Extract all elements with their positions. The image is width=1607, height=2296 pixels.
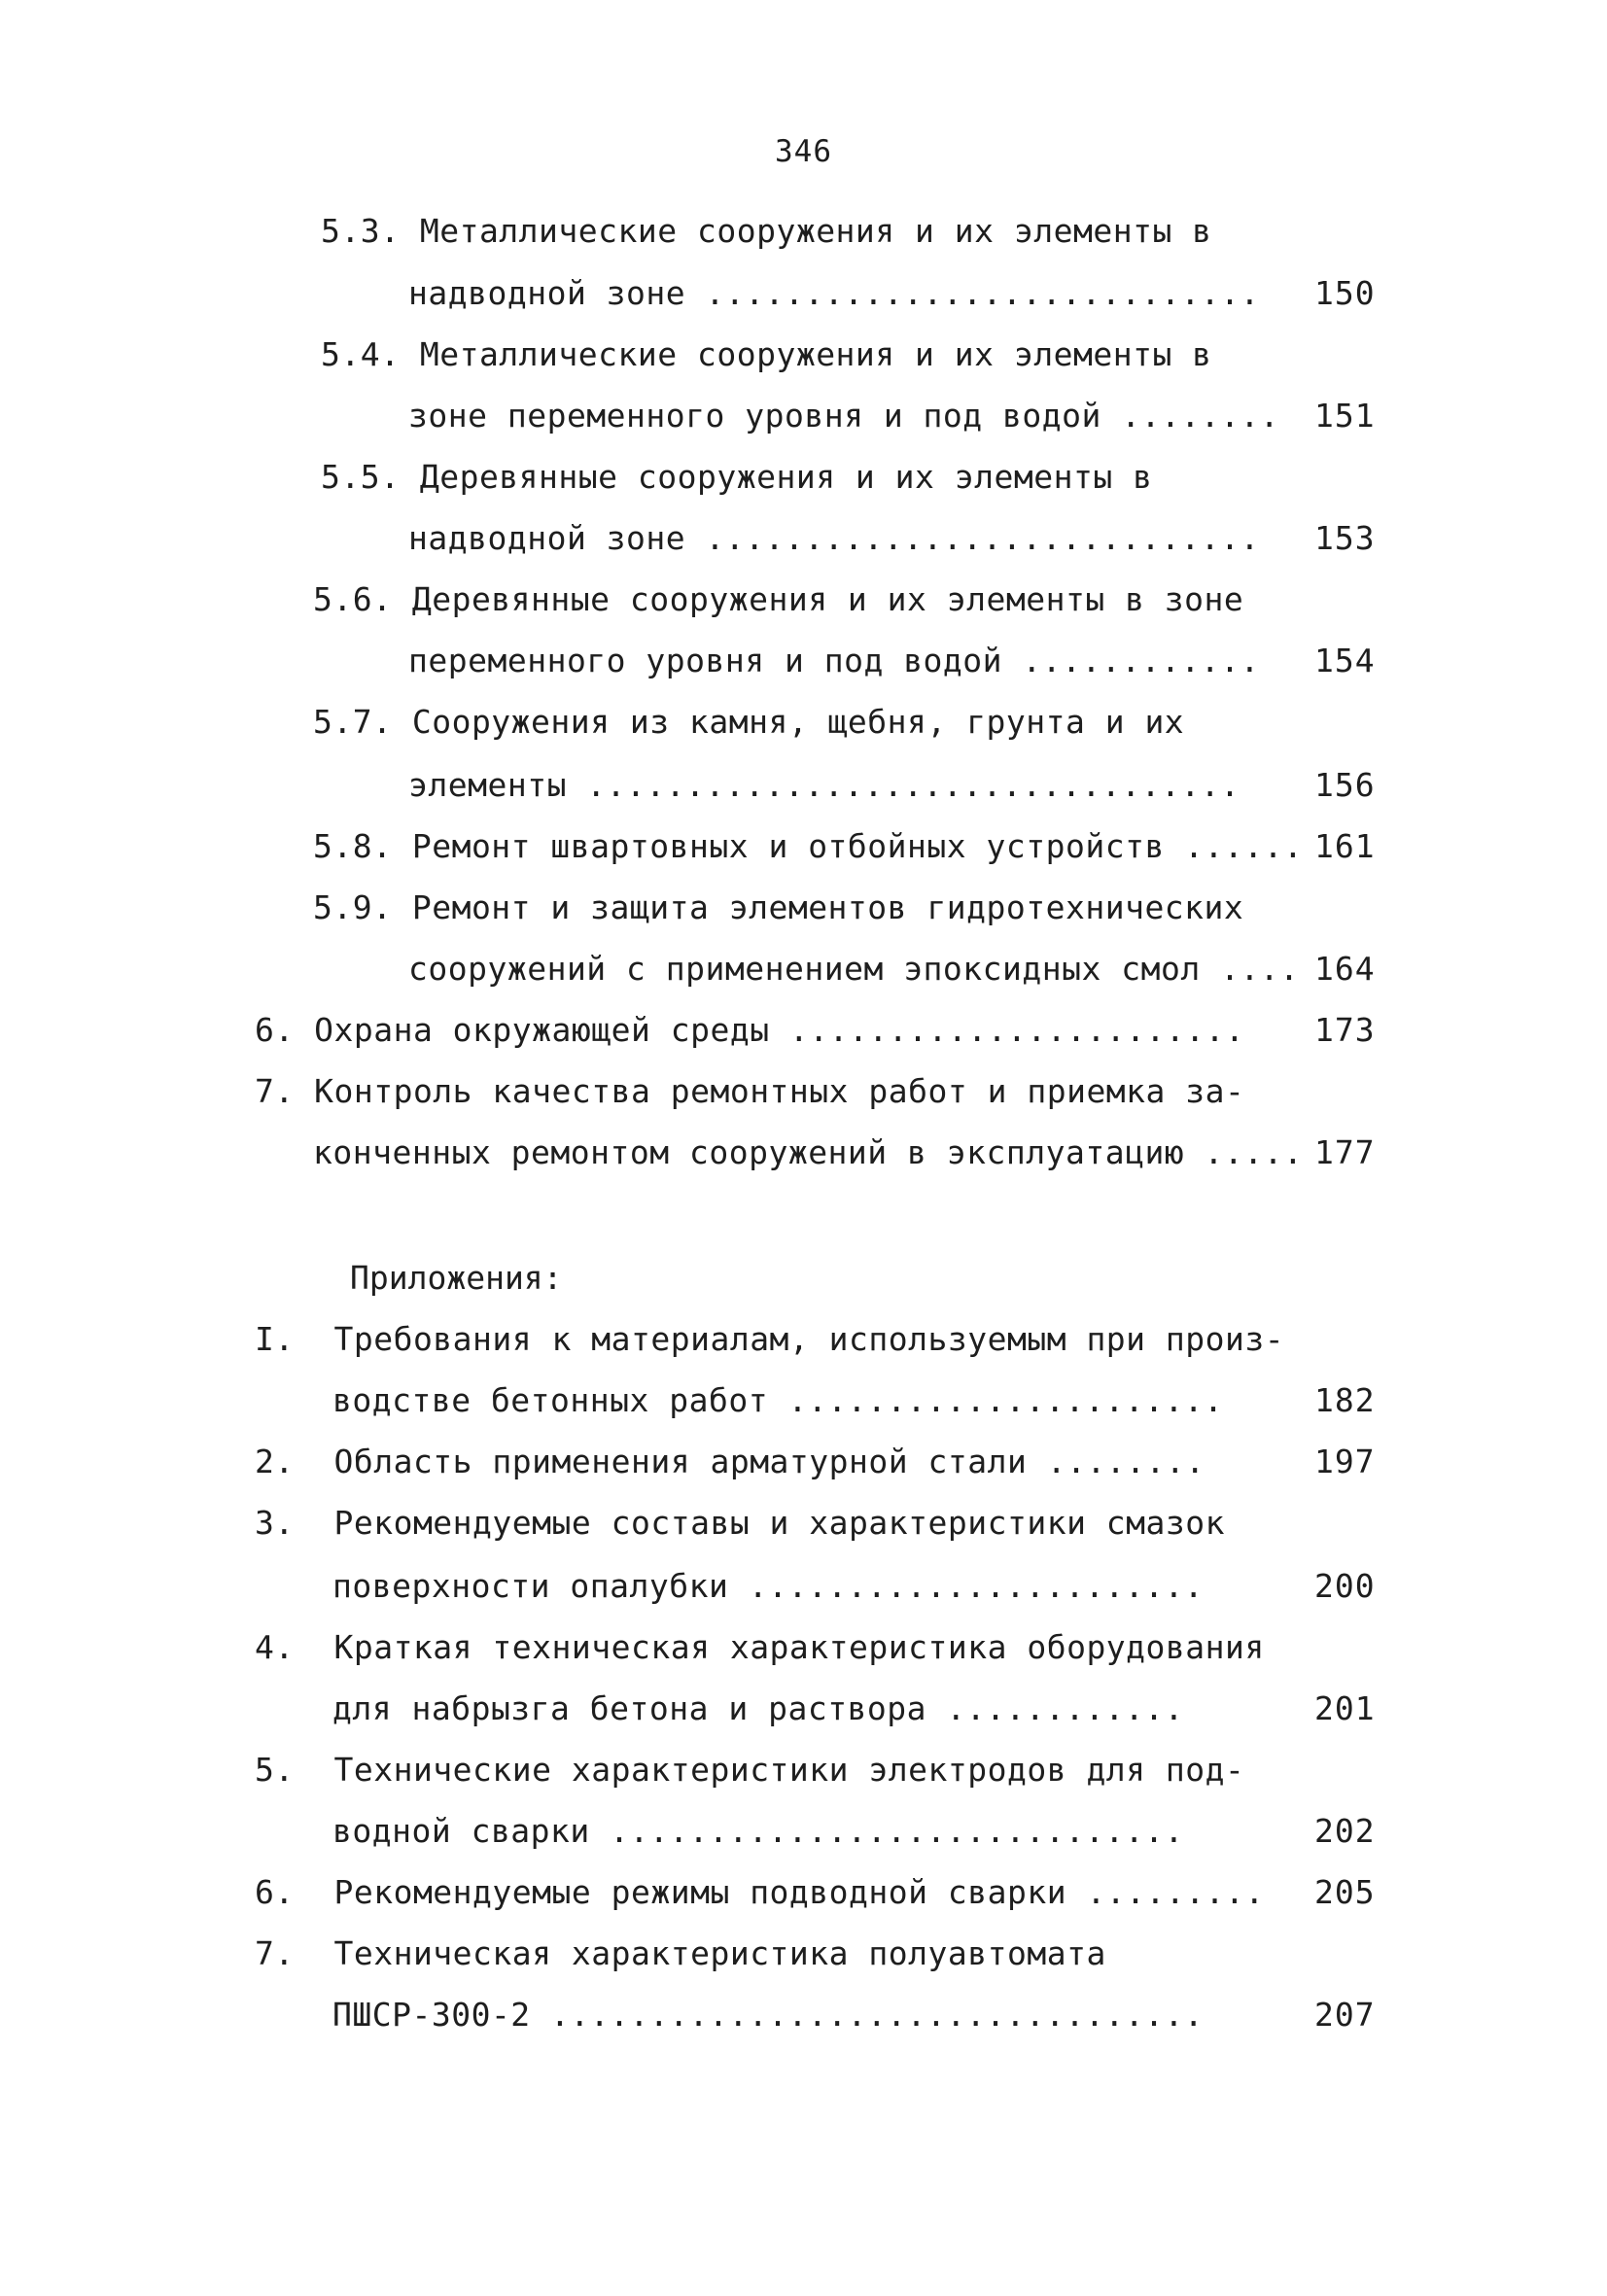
appendix-4-page: 201 — [1314, 1689, 1376, 1727]
toc-entry-5-3-line-1: 5.3. Металлические сооружения и их элементы в — [321, 212, 1212, 250]
appendix-4-line-1: 4. Краткая техническая характеристика оборудования — [255, 1628, 1265, 1666]
appendix-3-page: 200 — [1314, 1567, 1376, 1605]
appendix-1-page: 182 — [1314, 1381, 1376, 1419]
toc-entry-5-6-line-1: 5.6. Деревянные сооружения и их элементы в зоне — [313, 580, 1244, 618]
appendix-2-line-1: 2. Область применения арматурной стали ........ — [255, 1443, 1205, 1480]
toc-entry-6-page: 173 — [1314, 1011, 1376, 1049]
toc-entry-7-line-1: 7. Контроль качества ремонтных работ и приемка за- — [255, 1072, 1245, 1110]
appendix-3-line-1: 3. Рекомендуемые составы и характеристики смазок — [255, 1504, 1226, 1542]
toc-entry-5-7-page: 156 — [1314, 766, 1376, 804]
toc-entry-5-4-line-1: 5.4. Металлические сооружения и их элементы в — [321, 335, 1212, 373]
appendix-5-line-2: водной сварки ............................. — [332, 1812, 1184, 1850]
appendix-5-page: 202 — [1314, 1812, 1376, 1850]
toc-entry-5-7-line-2: элементы ................................. — [408, 766, 1240, 804]
toc-entry-5-5-page: 153 — [1314, 519, 1376, 557]
appendix-6-line-1: 6. Рекомендуемые режимы подводной сварки ......... — [255, 1873, 1265, 1911]
toc-entry-5-9-page: 164 — [1314, 950, 1376, 988]
toc-entry-5-4-line-2: зоне переменного уровня и под водой ........ — [408, 397, 1280, 435]
appendix-3-line-2: поверхности опалубки ....................... — [332, 1567, 1205, 1605]
appendix-7-line-1: 7. Техническая характеристика полуавтомата — [255, 1934, 1106, 1972]
toc-entry-5-9-line-1: 5.9. Ремонт и защита элементов гидротехнических — [313, 888, 1244, 926]
toc-entry-7-page: 177 — [1314, 1133, 1376, 1171]
toc-entry-5-5-line-1: 5.5. Деревянные сооружения и их элементы в — [321, 458, 1153, 496]
appendix-1-line-1: I. Требования к материалам, используемым при произ- — [255, 1320, 1285, 1358]
toc-entry-5-8-line-1: 5.8. Ремонт швартовных и отбойных устройств ...... — [313, 827, 1304, 865]
toc-entry-5-9-line-2: сооружений с применением эпоксидных смол .... — [408, 950, 1300, 988]
toc-entry-5-4-page: 151 — [1314, 397, 1376, 435]
toc-entry-5-5-line-2: надводной зоне ............................ — [408, 519, 1260, 557]
appendix-7-page: 207 — [1314, 1996, 1376, 2034]
appendix-5-line-1: 5. Технические характеристики электродов для под- — [255, 1751, 1245, 1789]
appendix-2-page: 197 — [1314, 1443, 1376, 1480]
appendix-6-page: 205 — [1314, 1873, 1376, 1911]
toc-entry-5-6-page: 154 — [1314, 642, 1376, 679]
appendix-heading: Приложения: — [350, 1259, 563, 1297]
appendix-7-line-2: ПШСР-300-2 ................................. — [332, 1996, 1205, 2034]
appendix-1-line-2: водстве бетонных работ ...................... — [332, 1381, 1224, 1419]
page-number: 346 — [775, 134, 832, 169]
toc-entry-7-line-2: конченных ремонтом сооружений в эксплуатацию ..... — [313, 1133, 1304, 1171]
toc-entry-6-line-1: 6. Охрана окружающей среды ....................... — [255, 1011, 1245, 1049]
appendix-4-line-2: для набрызга бетона и раствора ............ — [332, 1689, 1184, 1727]
toc-entry-5-8-page: 161 — [1314, 827, 1376, 865]
toc-entry-5-7-line-1: 5.7. Сооружения из камня, щебня, грунта и их — [313, 703, 1185, 741]
toc-entry-5-3-line-2: надводной зоне ............................ — [408, 274, 1260, 312]
toc-entry-5-6-line-2: переменного уровня и под водой ............ — [408, 642, 1260, 679]
toc-entry-5-3-page: 150 — [1314, 274, 1376, 312]
